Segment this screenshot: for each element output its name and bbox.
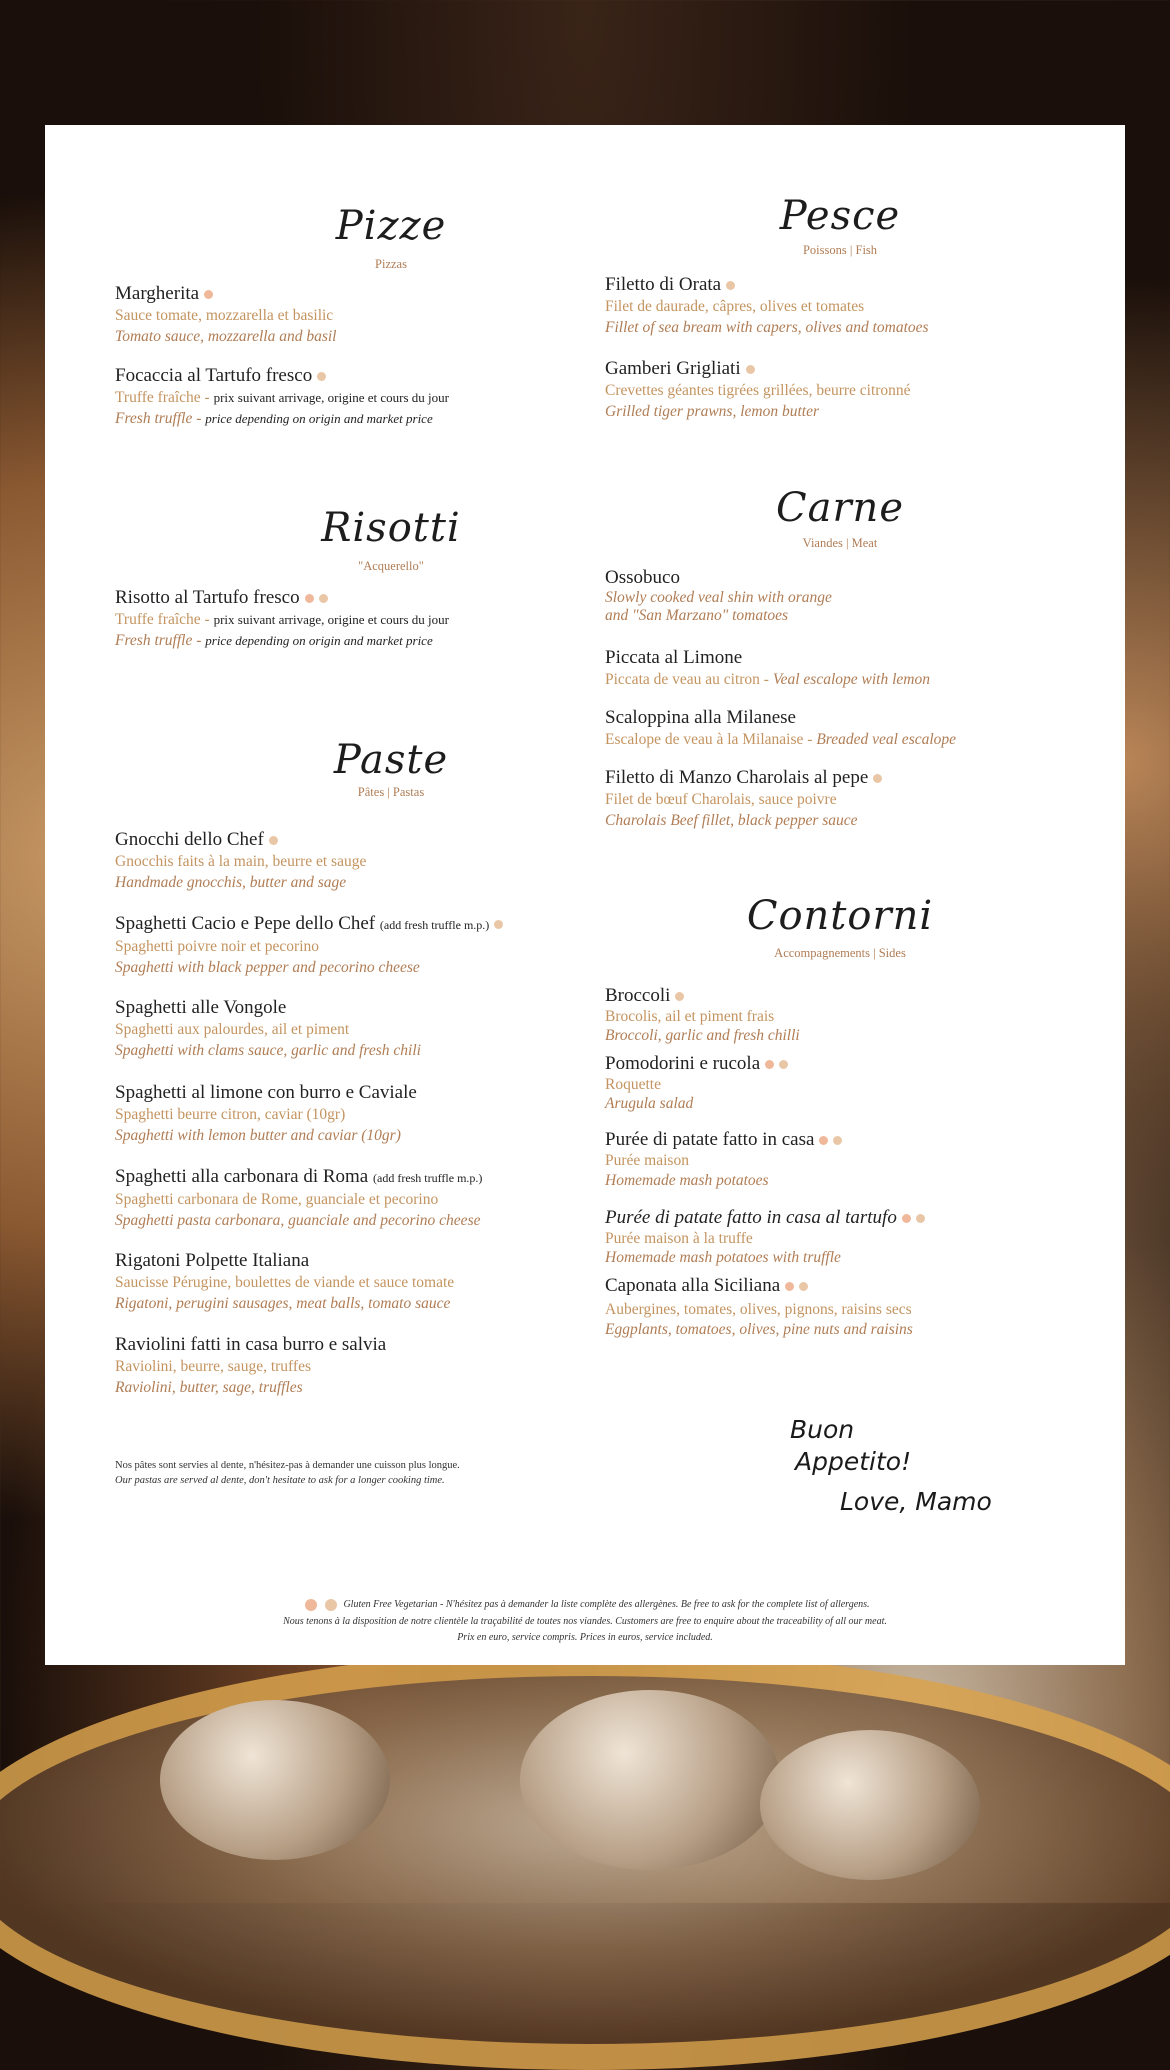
menu-item — [115, 997, 595, 1061]
item-description-fr: Spaghetti carbonara de Rome, guanciale et pecorino — [115, 1191, 439, 1208]
vegetarian-icon — [319, 594, 328, 603]
menu-card — [45, 125, 1125, 1665]
item-description-fr: Escalope de veau à la Milanaise - — [605, 731, 817, 748]
footer-line-3: Prix en euro, service compris. Prices in euros, service included. — [457, 1632, 713, 1643]
item-name: Broccoli — [605, 985, 671, 1006]
menu-item — [115, 1166, 595, 1231]
footer-line-2: Nous tenons à la disposition de notre clientèle la traçabilité de toutes nos viandes. Customers are free to enquire about the traceability of all our meat. — [283, 1616, 887, 1627]
gluten-free-icon — [765, 1060, 774, 1069]
item-description-fr: Purée maison — [605, 1152, 689, 1169]
item-name: Raviolini fatti in casa burro e salvia — [115, 1334, 387, 1355]
item-description-en: Charolais Beef fillet, black pepper sauce — [605, 812, 858, 829]
vegetarian-icon — [494, 920, 503, 929]
item-description-fr: Saucisse Pérugine, boulettes de viande et sauce tomate — [115, 1274, 455, 1291]
item-name: Margherita — [115, 283, 200, 304]
vegetarian-icon — [675, 992, 684, 1001]
section-subtitle-carne: Viandes | Meat — [802, 536, 878, 550]
price-note-en: price depending on origin and market price — [205, 633, 433, 648]
item-description-en: Fresh truffle - — [115, 632, 206, 649]
item-description-en: Breaded veal escalope — [816, 731, 957, 748]
menu-item — [115, 1334, 595, 1398]
menu-item — [605, 1053, 1085, 1113]
menu-item — [605, 647, 1085, 690]
item-description-en: Homemade mash potatoes — [605, 1172, 769, 1189]
vegetarian-icon — [325, 1599, 337, 1611]
item-description-en: Grilled tiger prawns, lemon butter — [605, 403, 819, 420]
item-name: Filetto di Orata — [605, 274, 722, 295]
menu-item — [115, 829, 595, 893]
menu-item — [115, 913, 595, 978]
vegetarian-icon — [317, 372, 326, 381]
section-title-paste: Paste — [333, 737, 449, 783]
item-description-fr: Filet de daurade, câpres, olives et tomates — [605, 298, 865, 315]
price-note-fr: prix suivant arrivage, origine et cours du jour — [213, 612, 449, 627]
item-extra: (add fresh truffle m.p.) — [373, 1171, 483, 1185]
gluten-free-icon — [785, 1282, 794, 1291]
signature-buon: Buon — [790, 1415, 855, 1444]
vegetarian-icon — [269, 836, 278, 845]
item-description-en: Fresh truffle - — [115, 410, 206, 427]
menu-item — [605, 1207, 1085, 1267]
item-description-fr: Brocolis, ail et piment frais — [605, 1008, 775, 1025]
section-title-pesce: Pesce — [779, 193, 901, 239]
gluten-free-icon — [305, 1599, 317, 1611]
item-extra: (add fresh truffle m.p.) — [379, 918, 490, 932]
signature-appetito: Appetito! — [795, 1447, 912, 1476]
item-name: Caponata alla Siciliana — [605, 1275, 781, 1296]
item-name: Spaghetti Cacio e Pepe dello Chef — [115, 913, 376, 934]
item-description-fr: Spaghetti beurre citron, caviar (10gr) — [115, 1106, 346, 1123]
item-description-fr: Sauce tomate, mozzarella et basilic — [115, 307, 334, 324]
gluten-free-icon — [819, 1136, 828, 1145]
section-subtitle-contorni: Accompagnements | Sides — [774, 946, 906, 960]
section-subtitle-risotti: "Acquerello" — [358, 559, 424, 573]
item-description-fr: Crevettes géantes tigrées grillées, beurre citronné — [605, 382, 911, 399]
background-clam — [760, 1730, 980, 1880]
item-name: Gnocchi dello Chef — [115, 829, 264, 850]
menu-item — [115, 587, 595, 651]
menu-item — [115, 365, 595, 429]
menu-item — [605, 274, 1085, 338]
menu-item — [115, 1250, 595, 1314]
menu-item — [605, 707, 1085, 750]
item-description-fr: Truffe fraîche - — [115, 611, 214, 628]
item-description-en: Eggplants, tomatoes, olives, pine nuts and raisins — [605, 1321, 913, 1338]
item-description-en: Spaghetti pasta carbonara, guanciale and pecorino cheese — [115, 1212, 481, 1229]
item-description-en: Handmade gnocchis, butter and sage — [115, 874, 347, 891]
gluten-free-icon — [902, 1214, 911, 1223]
item-name: Scaloppina alla Milanese — [605, 707, 796, 728]
item-name: Purée di patate fatto in casa al tartufo — [605, 1207, 897, 1228]
item-description-fr: Purée maison à la truffe — [605, 1230, 753, 1247]
section-title-pizze: Pizze — [335, 203, 447, 249]
item-description-fr: Truffe fraîche - — [115, 389, 214, 406]
background-clam — [160, 1700, 390, 1860]
item-name: Gamberi Grigliati — [605, 358, 741, 379]
item-description-en-2: and "San Marzano" tomatoes — [605, 607, 789, 624]
item-description-en: Broccoli, garlic and fresh chilli — [605, 1027, 800, 1044]
pasta-note-fr: Nos pâtes sont servies al dente, n'hésitez-pas à demander une cuisson plus longue. — [115, 1460, 460, 1471]
menu-item — [605, 358, 1085, 422]
menu-item — [605, 985, 1085, 1045]
menu-item — [115, 1082, 595, 1146]
item-description-fr: Piccata de veau au citron - — [605, 671, 773, 688]
item-name: Purée di patate fatto in casa — [605, 1129, 815, 1150]
item-name: Spaghetti al limone con burro e Caviale — [115, 1082, 417, 1103]
item-description-en: Rigatoni, perugini sausages, meat balls, tomato sauce — [115, 1295, 451, 1312]
menu-item — [605, 567, 1085, 625]
section-title-risotti: Risotti — [321, 505, 461, 551]
pasta-note — [115, 1458, 460, 1488]
vegetarian-icon — [799, 1282, 808, 1291]
item-description-fr: Raviolini, beurre, sauge, truffes — [115, 1358, 311, 1375]
vegetarian-icon — [779, 1060, 788, 1069]
gluten-free-icon — [305, 594, 314, 603]
menu-item — [605, 1129, 1085, 1191]
price-note-fr: prix suivant arrivage, origine et cours du jour — [213, 390, 449, 405]
vegetarian-icon — [746, 365, 755, 374]
item-description-fr: Spaghetti poivre noir et pecorino — [115, 938, 320, 955]
item-description-en: Tomato sauce, mozzarella and basil — [115, 328, 337, 345]
item-name: Ossobuco — [605, 567, 680, 588]
item-description-en: Arugula salad — [605, 1095, 694, 1112]
item-description-en: Raviolini, butter, sage, truffles — [115, 1379, 303, 1396]
background-clam — [520, 1690, 780, 1870]
footer-allergens — [45, 1597, 1125, 1613]
section-subtitle-paste: Pâtes | Pastas — [357, 785, 425, 799]
menu-item — [605, 1275, 1085, 1340]
vegetarian-icon — [873, 774, 882, 783]
footer-line-1: Gluten Free Vegetarian - N'hésitez pas à demander la liste complète des allergènes. Be free to ask for the complete list of allergens. — [343, 1599, 870, 1610]
item-name: Spaghetti alla carbonara di Roma — [115, 1166, 369, 1187]
item-description-en: Homemade mash potatoes with truffle — [605, 1249, 841, 1266]
vegetarian-icon — [726, 281, 735, 290]
price-note-en: price depending on origin and market price — [205, 411, 433, 426]
item-description-en: Spaghetti with lemon butter and caviar (10gr) — [115, 1127, 401, 1144]
item-name: Piccata al Limone — [605, 647, 743, 668]
item-description-fr: Gnocchis faits à la main, beurre et sauge — [115, 853, 367, 870]
item-description-en: Spaghetti with black pepper and pecorino cheese — [115, 959, 420, 976]
item-name: Spaghetti alle Vongole — [115, 997, 287, 1018]
gluten-free-icon — [204, 290, 213, 299]
section-title-carne: Carne — [775, 485, 904, 531]
section-subtitle-pesce: Poissons | Fish — [802, 243, 878, 257]
item-name: Pomodorini e rucola — [605, 1053, 761, 1074]
item-description-en: Veal escalope with lemon — [772, 671, 930, 688]
item-description-en: Fillet of sea bream with capers, olives and tomatoes — [605, 319, 929, 336]
item-name: Filetto di Manzo Charolais al pepe — [605, 767, 869, 788]
item-description-en: Slowly cooked veal shin with orange — [605, 589, 832, 606]
item-description-en: Spaghetti with clams sauce, garlic and fresh chili — [115, 1042, 421, 1059]
menu-item — [115, 283, 595, 347]
pasta-note-en: Our pastas are served al dente, don't hesitate to ask for a longer cooking time. — [115, 1475, 445, 1486]
section-title-contorni: Contorni — [746, 893, 934, 939]
item-description-fr: Roquette — [605, 1076, 661, 1093]
section-subtitle-pizze: Pizzas — [375, 257, 407, 271]
item-description-fr: Aubergines, tomates, olives, pignons, raisins secs — [605, 1301, 912, 1318]
item-name: Risotto al Tartufo fresco — [115, 587, 300, 608]
vegetarian-icon — [833, 1136, 842, 1145]
item-name: Focaccia al Tartufo fresco — [115, 365, 313, 386]
item-name: Rigatoni Polpette Italiana — [115, 1250, 310, 1271]
vegetarian-icon — [916, 1214, 925, 1223]
menu-item — [605, 767, 1085, 831]
item-description-fr: Filet de bœuf Charolais, sauce poivre — [605, 791, 837, 808]
item-description-fr: Spaghetti aux palourdes, ail et piment — [115, 1021, 350, 1038]
signature-love: Love, Mamo — [840, 1487, 992, 1516]
